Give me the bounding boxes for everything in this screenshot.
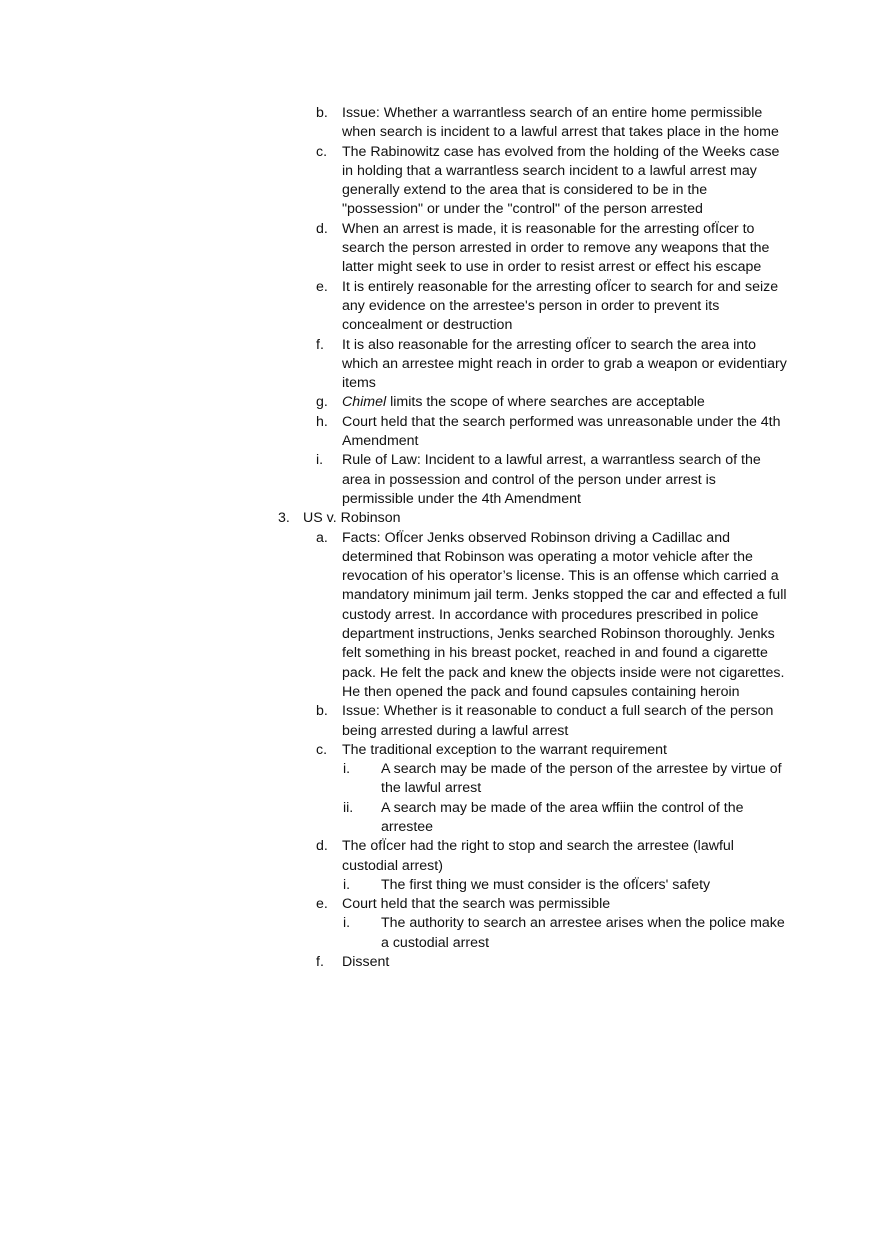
list-item bbox=[270, 895, 790, 914]
list-marker: g. bbox=[316, 394, 328, 411]
list-item-text: A search may be made of the person of the arrestee by virtue of the lawful arrest bbox=[381, 761, 782, 797]
list-item-text: It is also reasonable for the arresting ofÏcer to search the area into which an arrestee might reach in order to grab a weapon or evidentiary items bbox=[342, 336, 787, 392]
list-item bbox=[270, 529, 790, 703]
case-heading bbox=[270, 509, 790, 528]
sub-list-item bbox=[270, 799, 790, 838]
sub-list-item bbox=[270, 876, 790, 895]
list-item-text: Court held that the search was permissible bbox=[342, 896, 611, 913]
list-marker: c. bbox=[316, 741, 328, 758]
list-item bbox=[270, 104, 790, 143]
list-marker: f. bbox=[316, 336, 324, 353]
list-item-text: Court held that the search performed was unreasonable under the 4th Amendment bbox=[342, 413, 781, 450]
list-marker: i. bbox=[316, 452, 324, 469]
list-marker: c. bbox=[316, 143, 328, 160]
sub-list-item bbox=[270, 760, 790, 799]
list-marker: b. bbox=[316, 105, 328, 121]
list-marker: e. bbox=[316, 896, 328, 913]
list-item bbox=[270, 837, 790, 876]
list-item-text: The first thing we must consider is the ofÏcers' safety bbox=[381, 876, 711, 893]
list-item bbox=[270, 278, 790, 336]
list-marker: f. bbox=[316, 954, 324, 971]
list-marker: i. bbox=[343, 915, 351, 932]
list-item-text: Facts: OfÏcer Jenks observed Robinson driving a Cadillac and determined that Robinson was operating a motor vehicle after the revocation of his operator’s license. This is an offense which carried a mandatory minimum jail term. Jenks stopped the car and effected a full custody arrest. In accordance with procedures prescribed in police department instructions, Jenks searched Robinson thoroughly. Jenks felt something in his breast pocket, reached in and found a cigarette pack. He felt the pack and knew the objects inside were not cigarettes. He then opened the pack and found capsules containing heroin bbox=[342, 529, 787, 700]
list-item bbox=[270, 741, 790, 760]
list-item bbox=[270, 702, 790, 741]
list-item-text: A search may be made of the area wffiin the control of the arrestee bbox=[381, 799, 744, 835]
list-item-text: Rule of Law: Incident to a lawful arrest, a warrantless search of the area in possession and control of the person under arrest is permissible under the 4th Amendment bbox=[342, 452, 761, 507]
list-marker: a. bbox=[316, 529, 328, 546]
list-marker: d. bbox=[316, 220, 328, 237]
list-marker: b. bbox=[316, 703, 328, 720]
list-item bbox=[270, 413, 790, 452]
list-item bbox=[270, 451, 790, 509]
list-marker: d. bbox=[316, 838, 328, 855]
list-item-text: Dissent bbox=[342, 954, 390, 971]
list-marker: i. bbox=[343, 761, 351, 778]
list-marker: e. bbox=[316, 278, 328, 295]
list-item-text: The traditional exception to the warrant requirement bbox=[342, 741, 667, 758]
list-marker: 3. bbox=[278, 510, 290, 527]
list-item-text: Issue: Whether is it reasonable to conduct a full search of the person being arrested during a lawful arrest bbox=[342, 703, 774, 739]
list-item-text: The ofÏcer had the right to stop and search the arrestee (lawful custodial arrest) bbox=[342, 838, 734, 874]
case-title: US v. Robinson bbox=[303, 510, 401, 527]
sub-list-item bbox=[270, 914, 790, 953]
case-name-italic: Chimel bbox=[342, 394, 387, 411]
list-item bbox=[270, 143, 790, 220]
list-item bbox=[270, 393, 790, 412]
list-item-text: When an arrest is made, it is reasonable for the arresting ofÏcer to search the person arrested in order to remove any weapons that the latter might seek to use in order to resist arrest or effect his escape bbox=[342, 220, 770, 276]
list-item-text: Issue: Whether a warrantless search of an entire home permissible when search is incident to a lawful arrest that takes place in the home bbox=[342, 105, 779, 141]
list-marker: h. bbox=[316, 413, 328, 430]
list-item-text: The authority to search an arrestee arises when the police make a custodial arrest bbox=[381, 915, 785, 951]
list-marker: i. bbox=[343, 876, 351, 893]
list-item-text: The Rabinowitz case has evolved from the holding of the Weeks case in holding that a warrantless search incident to a lawful arrest may generally extend to the area that is considered to be in the "possession" or under the "control" of the person arrested bbox=[342, 143, 780, 218]
list-item bbox=[270, 953, 790, 972]
list-item-text: It is entirely reasonable for the arresting ofÏcer to search for and seize any evidence on the arrestee's person in order to prevent its concealment or destruction bbox=[342, 278, 779, 334]
outline-list bbox=[270, 104, 790, 972]
list-item-text: limits the scope of where searches are acceptable bbox=[386, 394, 705, 411]
list-item bbox=[270, 336, 790, 394]
list-marker: ii. bbox=[343, 799, 354, 816]
list-item bbox=[270, 220, 790, 278]
